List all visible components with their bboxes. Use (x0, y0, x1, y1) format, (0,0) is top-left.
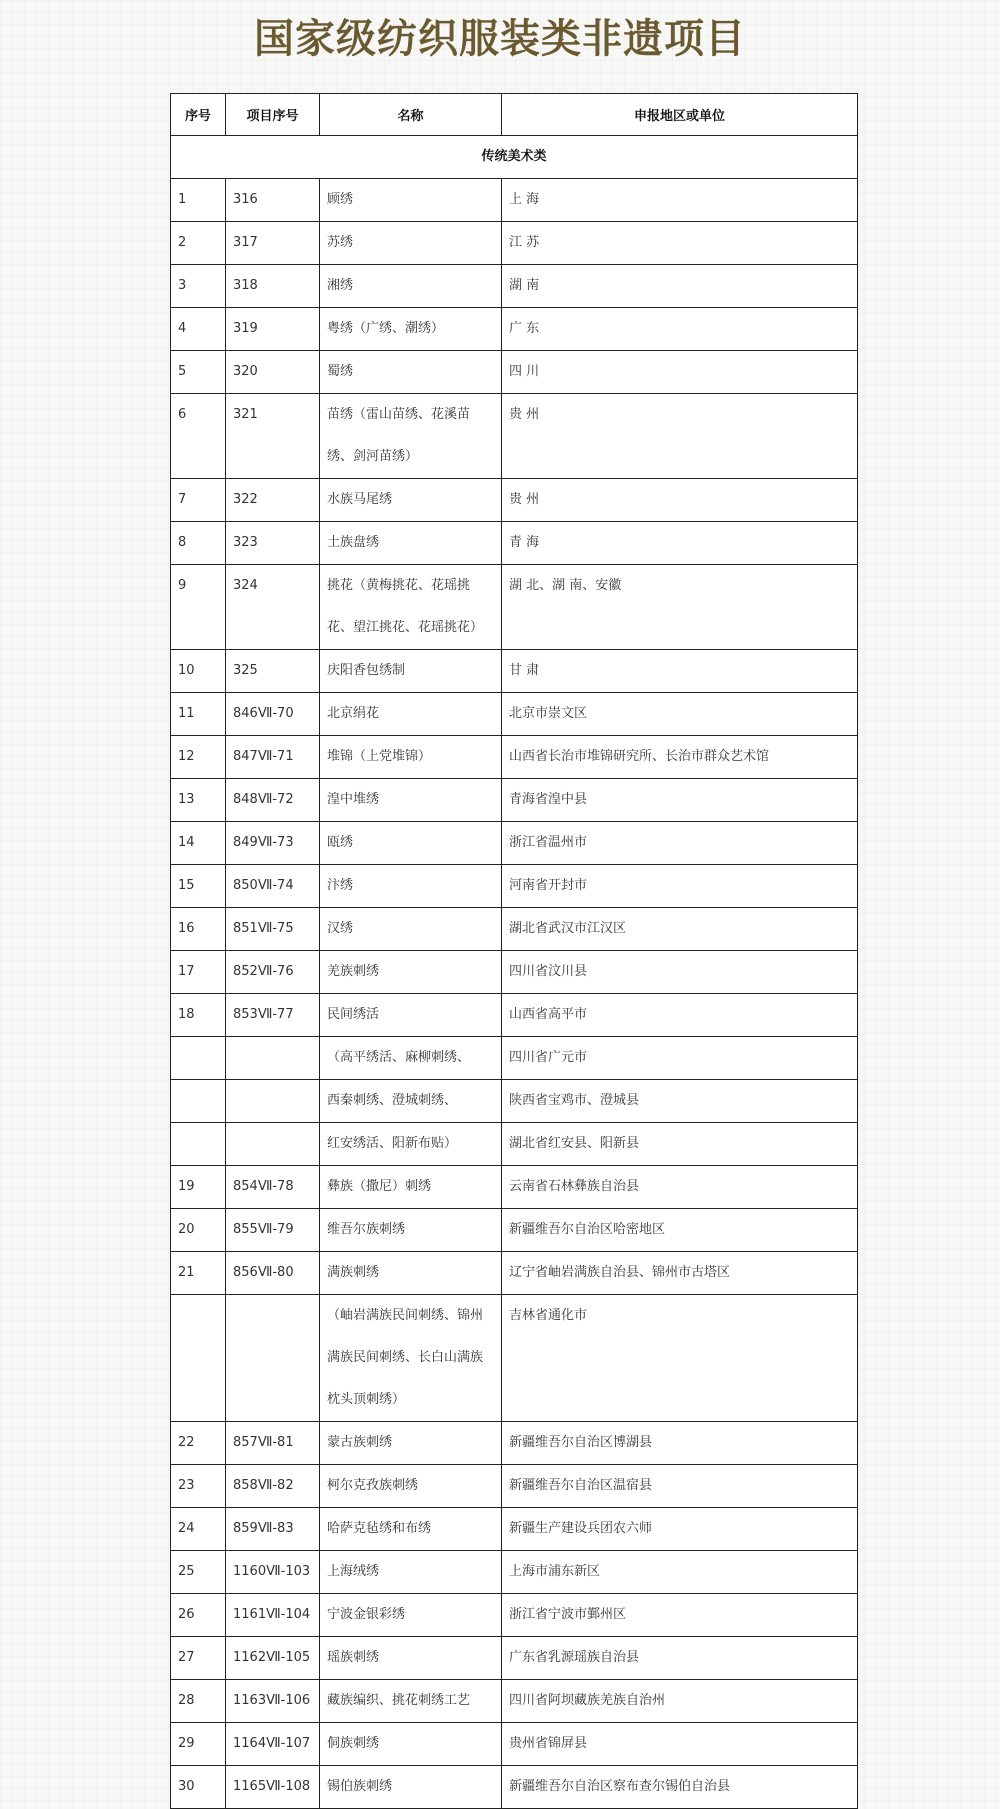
row-name: 宁波金银彩绣 (320, 1594, 502, 1637)
row-region: 青海省湟中县 (502, 779, 858, 822)
row-region: 新疆维吾尔自治区察布查尔锡伯自治县 (502, 1766, 858, 1809)
row-region: 陕西省宝鸡市、澄城县 (502, 1080, 858, 1123)
table-row (171, 865, 858, 908)
row-region: 北京市崇文区 (502, 693, 858, 736)
row-item-code (226, 1295, 320, 1422)
row-serial: 29 (171, 1723, 226, 1766)
row-serial: 1 (171, 179, 226, 222)
row-serial: 27 (171, 1637, 226, 1680)
row-serial: 17 (171, 951, 226, 994)
table-row (171, 1766, 858, 1809)
row-name: 粤绣（广绣、潮绣） (320, 308, 502, 351)
row-region: 浙江省宁波市鄞州区 (502, 1594, 858, 1637)
row-serial: 15 (171, 865, 226, 908)
row-item-code: 324 (226, 565, 320, 650)
row-item-code: 856Ⅶ-80 (226, 1252, 320, 1295)
heritage-table (170, 93, 858, 1809)
table-row (171, 1037, 858, 1080)
table-row (171, 394, 858, 479)
row-name: 瑶族刺绣 (320, 1637, 502, 1680)
row-serial: 26 (171, 1594, 226, 1637)
row-name: 堆锦（上党堆锦） (320, 736, 502, 779)
row-region: 云南省石林彝族自治县 (502, 1166, 858, 1209)
row-region: 湖北省武汉市江汉区 (502, 908, 858, 951)
row-serial: 9 (171, 565, 226, 650)
row-item-code: 323 (226, 522, 320, 565)
row-name: 满族刺绣 (320, 1252, 502, 1295)
table-row (171, 951, 858, 994)
row-name: 锡伯族刺绣 (320, 1766, 502, 1809)
row-item-code: 316 (226, 179, 320, 222)
row-name: 北京绢花 (320, 693, 502, 736)
row-name: 湟中堆绣 (320, 779, 502, 822)
table-row (171, 565, 858, 650)
heritage-table-container (170, 93, 857, 1809)
row-item-code: 1163Ⅶ-106 (226, 1680, 320, 1723)
table-row (171, 779, 858, 822)
row-item-code (226, 1037, 320, 1080)
table-row (171, 308, 858, 351)
table-row (171, 1123, 858, 1166)
row-name: 水族马尾绣 (320, 479, 502, 522)
row-item-code: 849Ⅶ-73 (226, 822, 320, 865)
row-name: 蒙古族刺绣 (320, 1422, 502, 1465)
header-item-code: 项目序号 (226, 94, 320, 136)
row-region: 广东省乳源瑶族自治县 (502, 1637, 858, 1680)
row-serial (171, 1037, 226, 1080)
header-region: 申报地区或单位 (502, 94, 858, 136)
row-name: （岫岩满族民间刺绣、锦州满族民间刺绣、长白山满族枕头顶刺绣） (320, 1295, 502, 1422)
row-region: 湖北省红安县、阳新县 (502, 1123, 858, 1166)
row-item-code: 1165Ⅶ-108 (226, 1766, 320, 1809)
row-region: 湖 南 (502, 265, 858, 308)
row-item-code: 857Ⅶ-81 (226, 1422, 320, 1465)
row-region: 河南省开封市 (502, 865, 858, 908)
table-row (171, 1465, 858, 1508)
table-row (171, 1422, 858, 1465)
table-row (171, 1295, 858, 1422)
row-region: 贵州省锦屏县 (502, 1723, 858, 1766)
row-serial: 4 (171, 308, 226, 351)
row-serial: 22 (171, 1422, 226, 1465)
table-row (171, 1508, 858, 1551)
table-row (171, 736, 858, 779)
row-serial: 11 (171, 693, 226, 736)
table-row (171, 1680, 858, 1723)
table-row (171, 522, 858, 565)
table-row (171, 1166, 858, 1209)
table-row (171, 479, 858, 522)
row-name: （高平绣活、麻柳刺绣、 (320, 1037, 502, 1080)
row-name: 彝族（撒尼）刺绣 (320, 1166, 502, 1209)
row-item-code: 321 (226, 394, 320, 479)
table-row (171, 351, 858, 394)
row-region: 新疆维吾尔自治区博湖县 (502, 1422, 858, 1465)
table-row (171, 1551, 858, 1594)
row-item-code: 1162Ⅶ-105 (226, 1637, 320, 1680)
row-name: 上海绒绣 (320, 1551, 502, 1594)
row-region: 上 海 (502, 179, 858, 222)
row-item-code: 322 (226, 479, 320, 522)
row-region: 广 东 (502, 308, 858, 351)
row-region: 山西省高平市 (502, 994, 858, 1037)
table-row (171, 1080, 858, 1123)
table-body (171, 136, 858, 1809)
row-serial: 5 (171, 351, 226, 394)
row-item-code: 317 (226, 222, 320, 265)
table-row (171, 994, 858, 1037)
row-serial: 14 (171, 822, 226, 865)
row-region: 新疆维吾尔自治区哈密地区 (502, 1209, 858, 1252)
row-item-code: 853Ⅶ-77 (226, 994, 320, 1037)
row-item-code: 851Ⅶ-75 (226, 908, 320, 951)
row-serial: 25 (171, 1551, 226, 1594)
row-region: 甘 肃 (502, 650, 858, 693)
row-serial: 3 (171, 265, 226, 308)
header-name: 名称 (320, 94, 502, 136)
row-region: 江 苏 (502, 222, 858, 265)
row-serial: 10 (171, 650, 226, 693)
row-item-code (226, 1080, 320, 1123)
row-region: 四川省广元市 (502, 1037, 858, 1080)
row-item-code: 855Ⅶ-79 (226, 1209, 320, 1252)
row-region: 新疆生产建设兵团农六师 (502, 1508, 858, 1551)
table-row (171, 822, 858, 865)
row-item-code: 858Ⅶ-82 (226, 1465, 320, 1508)
row-serial: 18 (171, 994, 226, 1037)
row-name: 顾绣 (320, 179, 502, 222)
row-item-code: 852Ⅶ-76 (226, 951, 320, 994)
row-name: 藏族编织、挑花刺绣工艺 (320, 1680, 502, 1723)
row-name: 羌族刺绣 (320, 951, 502, 994)
table-row (171, 1594, 858, 1637)
row-serial: 20 (171, 1209, 226, 1252)
row-region: 浙江省温州市 (502, 822, 858, 865)
row-serial: 23 (171, 1465, 226, 1508)
row-name: 侗族刺绣 (320, 1723, 502, 1766)
row-region: 辽宁省岫岩满族自治县、锦州市古塔区 (502, 1252, 858, 1295)
row-name: 柯尔克孜族刺绣 (320, 1465, 502, 1508)
row-serial: 13 (171, 779, 226, 822)
row-name: 湘绣 (320, 265, 502, 308)
row-name: 汴绣 (320, 865, 502, 908)
row-serial: 28 (171, 1680, 226, 1723)
row-serial: 21 (171, 1252, 226, 1295)
section-row (171, 136, 858, 179)
row-serial: 16 (171, 908, 226, 951)
row-serial (171, 1295, 226, 1422)
table-row (171, 650, 858, 693)
table-row (171, 908, 858, 951)
row-serial: 19 (171, 1166, 226, 1209)
row-name: 土族盘绣 (320, 522, 502, 565)
table-row (171, 1637, 858, 1680)
row-item-code: 318 (226, 265, 320, 308)
table-row (171, 1252, 858, 1295)
table-row (171, 1723, 858, 1766)
row-region: 青 海 (502, 522, 858, 565)
row-serial: 7 (171, 479, 226, 522)
row-item-code: 319 (226, 308, 320, 351)
row-region: 四川省阿坝藏族羌族自治州 (502, 1680, 858, 1723)
row-serial: 30 (171, 1766, 226, 1809)
row-serial: 8 (171, 522, 226, 565)
row-name: 红安绣活、阳新布贴） (320, 1123, 502, 1166)
row-item-code: 320 (226, 351, 320, 394)
row-name: 汉绣 (320, 908, 502, 951)
row-name: 瓯绣 (320, 822, 502, 865)
row-region: 新疆维吾尔自治区温宿县 (502, 1465, 858, 1508)
row-region: 四川省汶川县 (502, 951, 858, 994)
row-name: 挑花（黄梅挑花、花瑶挑花、望江挑花、花瑶挑花） (320, 565, 502, 650)
row-name: 维吾尔族刺绣 (320, 1209, 502, 1252)
row-item-code: 850Ⅶ-74 (226, 865, 320, 908)
table-row (171, 693, 858, 736)
row-serial: 6 (171, 394, 226, 479)
row-name: 哈萨克毡绣和布绣 (320, 1508, 502, 1551)
row-item-code: 848Ⅶ-72 (226, 779, 320, 822)
row-item-code: 1164Ⅶ-107 (226, 1723, 320, 1766)
row-name: 西秦刺绣、澄城刺绣、 (320, 1080, 502, 1123)
table-row (171, 265, 858, 308)
row-item-code (226, 1123, 320, 1166)
table-row (171, 1209, 858, 1252)
row-name: 庆阳香包绣制 (320, 650, 502, 693)
row-serial (171, 1123, 226, 1166)
row-region: 四 川 (502, 351, 858, 394)
row-region: 山西省长治市堆锦研究所、长治市群众艺术馆 (502, 736, 858, 779)
row-serial: 24 (171, 1508, 226, 1551)
table-row (171, 179, 858, 222)
table-header-row (171, 94, 858, 136)
row-name: 蜀绣 (320, 351, 502, 394)
table-row (171, 222, 858, 265)
row-region: 贵 州 (502, 479, 858, 522)
row-item-code: 325 (226, 650, 320, 693)
row-serial (171, 1080, 226, 1123)
header-serial: 序号 (171, 94, 226, 136)
row-item-code: 1161Ⅶ-104 (226, 1594, 320, 1637)
row-name: 苗绣（雷山苗绣、花溪苗绣、剑河苗绣） (320, 394, 502, 479)
row-name: 民间绣活 (320, 994, 502, 1037)
page-title: 国家级纺织服装类非遗项目 (254, 16, 746, 62)
row-item-code: 859Ⅶ-83 (226, 1508, 320, 1551)
row-region: 贵 州 (502, 394, 858, 479)
row-region: 湖 北、湖 南、安徽 (502, 565, 858, 650)
section-label: 传统美术类 (171, 136, 858, 179)
row-region: 上海市浦东新区 (502, 1551, 858, 1594)
row-serial: 12 (171, 736, 226, 779)
row-name: 苏绣 (320, 222, 502, 265)
row-item-code: 847Ⅶ-71 (226, 736, 320, 779)
row-item-code: 1160Ⅶ-103 (226, 1551, 320, 1594)
row-item-code: 854Ⅶ-78 (226, 1166, 320, 1209)
row-serial: 2 (171, 222, 226, 265)
row-item-code: 846Ⅶ-70 (226, 693, 320, 736)
row-region: 吉林省通化市 (502, 1295, 858, 1422)
